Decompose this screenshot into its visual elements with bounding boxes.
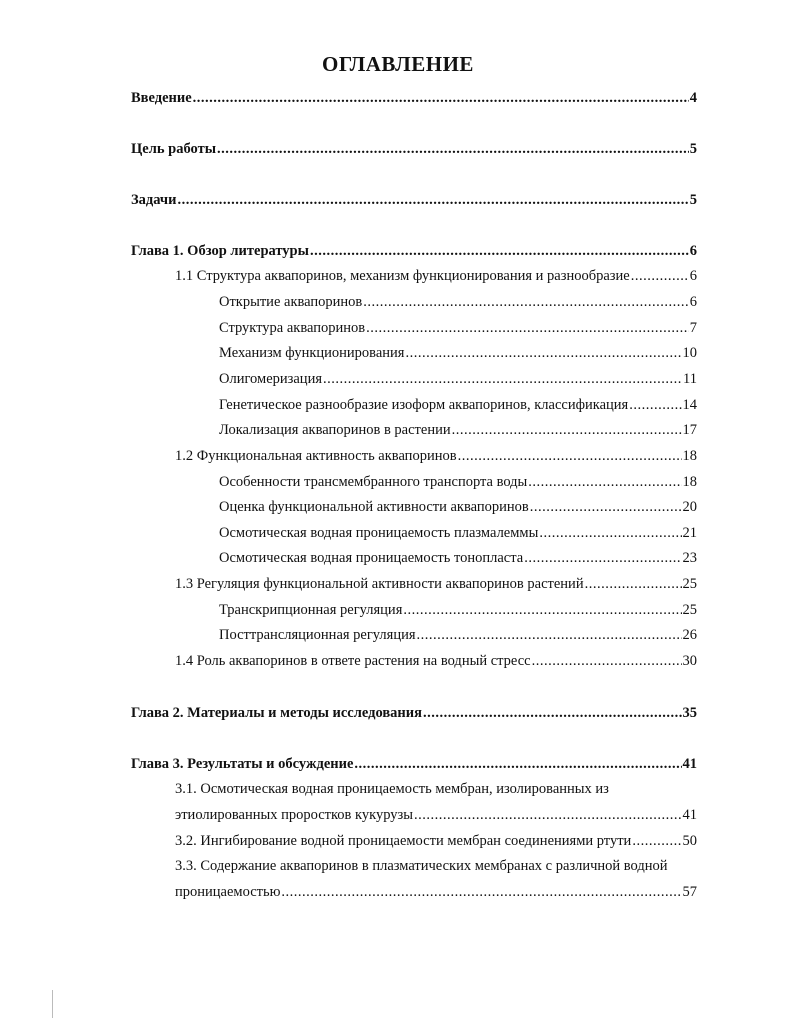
toc-entry-text: Осмотическая водная проницаемость тонопласта	[219, 550, 524, 566]
dot-leader	[217, 139, 689, 159]
toc-entry-chapter-1[interactable]	[131, 241, 697, 261]
toc-entry-page: 6	[689, 268, 697, 284]
toc-entry-section-1-3[interactable]	[175, 574, 697, 594]
toc-entry-chapter-3[interactable]	[131, 754, 697, 774]
toc-entry-page: 5	[689, 192, 697, 208]
toc-entry-text: Механизм функционирования	[219, 345, 405, 361]
dot-leader	[414, 805, 682, 825]
toc-entry-page: 18	[682, 448, 697, 464]
toc-entry-text: Транскрипционная регуляция	[219, 602, 403, 618]
dot-leader	[405, 343, 681, 363]
toc-entry-page: 11	[683, 371, 697, 387]
toc-entry-page: 26	[682, 627, 697, 643]
dot-leader	[281, 882, 681, 902]
toc-entry-page: 6	[689, 294, 697, 310]
dot-leader	[631, 266, 689, 286]
dot-leader	[452, 420, 682, 440]
toc-entry-page: 5	[689, 141, 697, 157]
toc-entry-text: Олигомеризация	[219, 371, 323, 387]
toc-entry-text: Особенности трансмембранного транспорта воды	[219, 474, 528, 490]
dot-leader	[539, 523, 681, 543]
toc-entry-text: Локализация аквапоринов в растении	[219, 422, 451, 438]
toc-entry-page: 41	[682, 756, 697, 772]
toc-entry-page: 57	[682, 884, 697, 900]
toc-entry-subsection[interactable]	[219, 318, 697, 338]
dot-leader	[629, 395, 681, 415]
toc-entry-subsection[interactable]	[219, 625, 697, 645]
toc-entry-introduction[interactable]	[131, 88, 697, 108]
toc-entry-subsection[interactable]	[219, 523, 697, 543]
toc-entry-chapter-2[interactable]	[131, 703, 697, 723]
toc-entry-section-1-1[interactable]	[175, 266, 697, 286]
toc-entry-page: 21	[682, 525, 697, 541]
dot-leader	[423, 703, 682, 723]
toc-entry-text: Глава 1. Обзор литературы	[131, 243, 309, 259]
page-title: ОГЛАВЛЕНИЕ	[322, 52, 474, 76]
toc-entry-text: Задачи	[131, 192, 177, 208]
scan-artifact	[52, 990, 53, 1018]
toc-entry-text: Генетическое разнообразие изоформ аквапоринов, классификация	[219, 397, 629, 413]
toc-entry-text: Осмотическая водная проницаемость плазмалеммы	[219, 525, 539, 541]
toc-entry-subsection[interactable]	[219, 600, 697, 620]
toc-entry-text: 1.2 Функциональная активность аквапоринов	[175, 448, 457, 464]
toc-entry-section-3-1-line-2[interactable]	[175, 805, 697, 825]
toc-entry-text: Цель работы	[131, 141, 217, 157]
toc-entry-subsection[interactable]	[219, 472, 697, 492]
toc-entry-text: 3.3. Содержание аквапоринов в плазматических мембранах с различной водной	[175, 858, 668, 874]
toc-entry-page: 23	[682, 550, 697, 566]
toc-entry-page: 50	[682, 833, 697, 849]
dot-leader	[532, 651, 682, 671]
dot-leader	[632, 831, 681, 851]
toc-entry-section-3-3-line-2[interactable]	[175, 882, 697, 902]
toc-entry-page: 7	[689, 320, 697, 336]
dot-leader	[524, 548, 681, 568]
dot-leader	[310, 241, 689, 261]
toc-entry-subsection[interactable]	[219, 395, 697, 415]
toc-entry-page: 30	[682, 653, 697, 669]
dot-leader	[193, 88, 689, 108]
toc-entry-text: проницаемостью	[175, 884, 281, 900]
dot-leader	[585, 574, 682, 594]
dot-leader	[363, 292, 688, 312]
toc-entry-page: 35	[682, 705, 697, 721]
toc-entry-text: Введение	[131, 90, 192, 106]
dot-leader	[177, 190, 688, 210]
toc-entry-text: Оценка функциональной активности аквапоринов	[219, 499, 529, 515]
toc-entry-section-3-1-line-1[interactable]	[175, 779, 697, 799]
toc-entry-page: 25	[682, 602, 697, 618]
toc-entry-subsection[interactable]	[219, 369, 697, 389]
toc-entry-page: 17	[682, 422, 697, 438]
toc-entry-subsection[interactable]	[219, 548, 697, 568]
toc-entry-page: 10	[682, 345, 697, 361]
toc-entry-subsection[interactable]	[219, 420, 697, 440]
dot-leader	[323, 369, 682, 389]
toc-entry-text: этиолированных проростков кукурузы	[175, 807, 413, 823]
toc-entry-subsection[interactable]	[219, 343, 697, 363]
toc-entry-page: 14	[682, 397, 697, 413]
toc-entry-subsection[interactable]	[219, 292, 697, 312]
toc-entry-section-1-4[interactable]	[175, 651, 697, 671]
toc-entry-page: 41	[682, 807, 697, 823]
dot-leader	[366, 318, 689, 338]
toc-entry-goal[interactable]	[131, 139, 697, 159]
dot-leader	[417, 625, 682, 645]
dot-leader	[530, 497, 682, 517]
toc-entry-text: 3.1. Осмотическая водная проницаемость мембран, изолированных из	[175, 781, 609, 797]
toc-entry-text: 1.4 Роль аквапоринов в ответе растения на водный стресс	[175, 653, 531, 669]
dot-leader	[458, 446, 682, 466]
toc-entry-tasks[interactable]	[131, 190, 697, 210]
toc-entry-page: 18	[682, 474, 697, 490]
toc-entry-section-1-2[interactable]	[175, 446, 697, 466]
toc-entry-section-3-3-line-1[interactable]	[175, 856, 697, 876]
toc-entry-text: 1.1 Структура аквапоринов, механизм функционирования и разнообразие	[175, 268, 630, 284]
toc-entry-text: Структура аквапоринов	[219, 320, 366, 336]
toc-entry-page: 4	[689, 90, 697, 106]
toc-entry-section-3-2[interactable]	[175, 831, 697, 851]
toc-entry-text: 1.3 Регуляция функциональной активности аквапоринов растений	[175, 576, 584, 592]
dot-leader	[403, 600, 681, 620]
toc-entry-subsection[interactable]	[219, 497, 697, 517]
toc-entry-text: Глава 3. Результаты и обсуждение	[131, 756, 354, 772]
toc-entry-text: Открытие аквапоринов	[219, 294, 363, 310]
toc-entry-text: 3.2. Ингибирование водной проницаемости мембран соединениями ртути	[175, 833, 632, 849]
dot-leader	[528, 472, 681, 492]
toc-entry-page: 6	[689, 243, 697, 259]
toc-entry-text: Глава 2. Материалы и методы исследования	[131, 705, 422, 721]
dot-leader	[354, 754, 681, 774]
toc-entry-page: 25	[682, 576, 697, 592]
toc-entry-text: Посттрансляционная регуляция	[219, 627, 416, 643]
toc-entry-page: 20	[682, 499, 697, 515]
